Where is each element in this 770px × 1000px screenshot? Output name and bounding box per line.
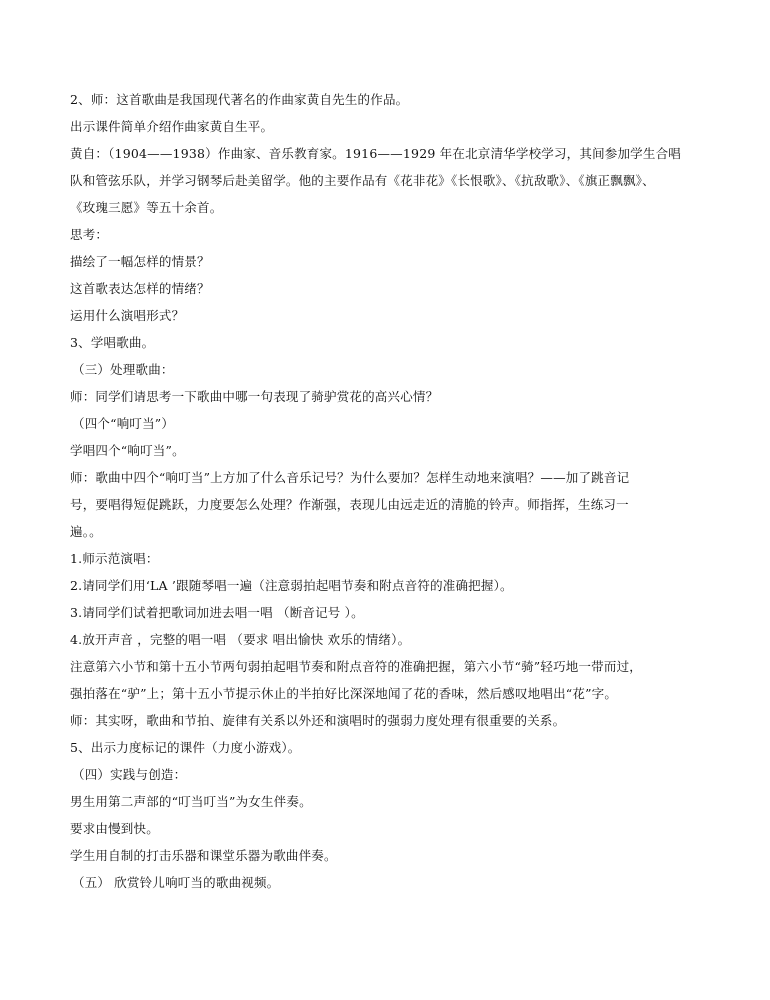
text-line-14: 学唱四个“响叮当”。 (70, 443, 185, 458)
text-line-25: 5、出示力度标记的课件（力度小游戏）。 (70, 740, 301, 755)
text-line-15: 师：歌曲中四个“响叮当”上方加了什么音乐记号？为什么要加？怎样生动地来演唱？——加了跳音记 (70, 470, 630, 485)
text-line-6: 思考： (70, 227, 109, 242)
text-line-22: 注意第六小节和第十五小节两句弱拍起唱节奏和附点音符的准确把握，第六小节“骑”轻巧地一带而过， (70, 659, 642, 674)
text-line-11: （三）处理歌曲： (72, 362, 174, 377)
text-line-26: （四）实践与创造： (72, 767, 187, 782)
text-line-16: 号，要唱得短促跳跃，力度要怎么处理？作渐强，表现儿由远走近的清脆的铃声。师指挥，生练习一 (70, 497, 629, 512)
text-line-5: 《玫瑰三愿》等五十余首。 (70, 200, 223, 215)
text-line-28: 要求由慢到快。 (70, 821, 159, 836)
text-line-27: 男生用第二声部的“叮当叮当”为女生伴奏。 (70, 794, 312, 809)
text-line-13: （四个“响叮当”） (72, 416, 175, 431)
text-line-29: 学生用自制的打击乐器和课堂乐器为歌曲伴奏。 (70, 848, 337, 863)
text-line-23: 强拍落在“驴”上；第十五小节提示休止的半拍好比深深地闻了花的香味，然后感叹地唱出“花”字。 (70, 686, 618, 701)
text-line-30: （五） 欣赏铃儿响叮当的歌曲视频。 (72, 875, 280, 890)
text-line-18: 1.师示范演唱： (70, 551, 159, 566)
document-body (70, 86, 702, 896)
text-line-8: 这首歌表达怎样的情绪？ (70, 281, 210, 296)
text-line-19: 2.请同学们用‘LA ’跟随琴唱一遍（注意弱拍起唱节奏和附点音符的准确把握）。 (70, 578, 513, 593)
text-line-24: 师：其实呀，歌曲和节拍、旋律有关系以外还和演唱时的强弱力度处理有很重要的关系。 (70, 713, 566, 728)
text-line-7: 描绘了一幅怎样的情景？ (70, 254, 210, 269)
text-line-20: 3.请同学们试着把歌词加进去唱一唱 （断音记号 ）。 (70, 605, 364, 620)
text-line-4: 队和管弦乐队，并学习钢琴后赴美留学。他的主要作品有《花非花》《长恨歌》、《抗敌歌》、《旗正飘飘》、 (70, 173, 655, 188)
text-line-12: 师：同学们请思考一下歌曲中哪一句表现了骑驴赏花的高兴心情？ (70, 389, 439, 404)
text-line-21: 4.放开声音 ，完整的唱一唱 （要求 唱出愉快 欢乐的情绪）。 (70, 632, 411, 647)
text-line-3: 黄自：（1904——1938）作曲家、音乐教育家。1916——1929 年在北京清华学校学习，其间参加学生合唱 (70, 146, 681, 161)
text-line-9: 运用什么演唱形式？ (70, 308, 185, 323)
text-line-17: 遍。。 (70, 524, 102, 539)
text-line-2: 出示课件简单介绍作曲家黄自生平。 (70, 119, 274, 134)
text-line-10: 3、学唱歌曲。 (70, 335, 155, 350)
text-line-1: 2、师：这首歌曲是我国现代著名的作曲家黄自先生的作品。 (70, 92, 409, 107)
